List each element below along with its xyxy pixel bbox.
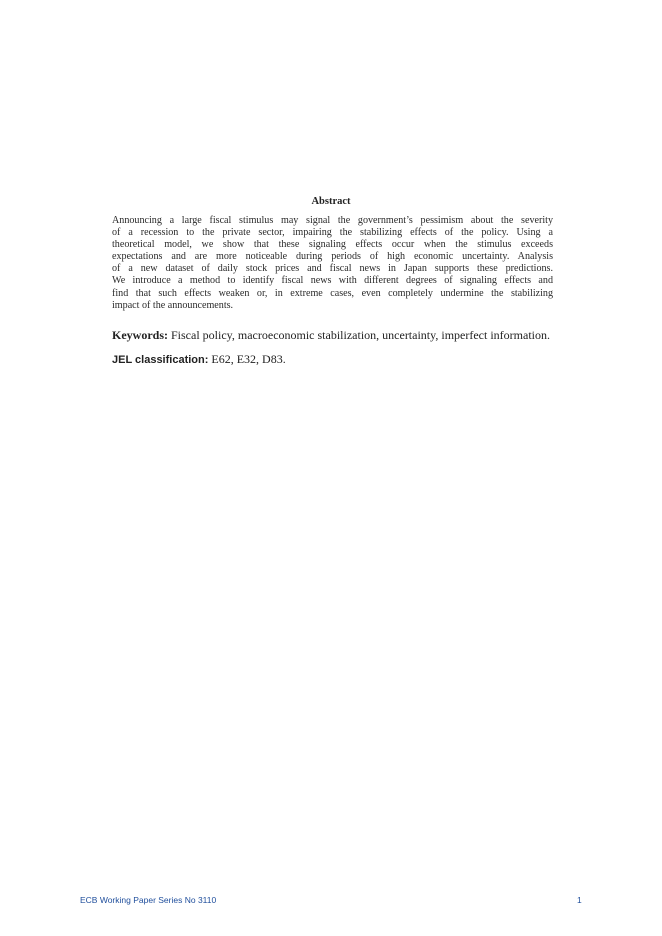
jel-label: JEL classification: <box>112 354 209 366</box>
keywords-text: Fiscal policy, macroeconomic stabilization, uncertainty, imperfect information. <box>171 328 550 342</box>
abstract-line: Announcing a large fiscal stimulus may signal the government’s pessimism about the severity <box>112 215 553 226</box>
abstract-line: of a new dataset of daily stock prices and fiscal news in Japan supports these predictions. <box>112 263 553 275</box>
keywords-label: Keywords: <box>112 328 168 342</box>
keywords-paragraph <box>112 328 612 343</box>
footer-series-title: ECB Working Paper Series No 3110 <box>80 895 217 905</box>
abstract-line: impact of the announcements. <box>112 299 234 311</box>
abstract-heading: Abstract <box>311 196 351 207</box>
abstract-line: expectations and are more noticeable during periods of high economic uncertainty. Analysis <box>112 251 553 263</box>
footer-page-number: 1 <box>577 895 582 905</box>
abstract-body <box>112 215 553 312</box>
jel-codes: E62, E32, D83. <box>211 352 286 366</box>
abstract-line: We introduce a method to identify fiscal news with different degrees of signaling effects and <box>112 275 553 287</box>
jel-paragraph <box>112 352 512 368</box>
abstract-line: theoretical model, we show that these signaling effects occur when the stimulus exceeds <box>112 239 553 251</box>
abstract-line: of a recession to the private sector, impairing the stabilizing effects of the policy. Using a <box>112 227 553 239</box>
abstract-line: find that such effects weaken or, in extreme cases, even completely undermine the stabilizing <box>112 287 553 299</box>
